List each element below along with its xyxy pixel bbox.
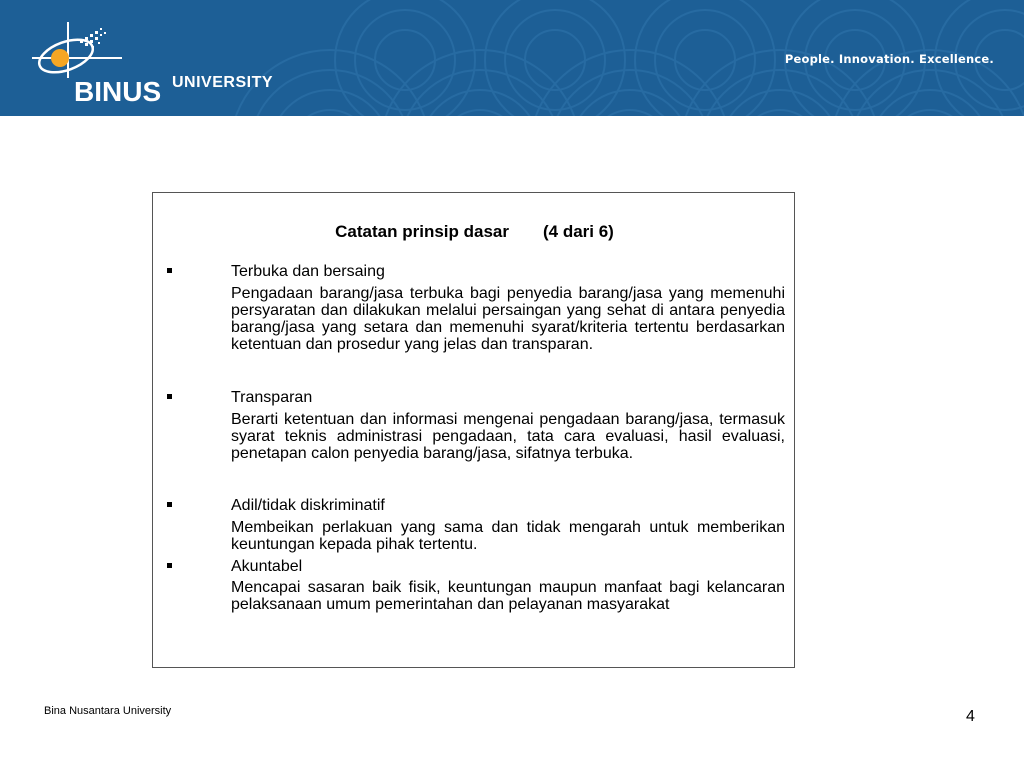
slide-title-text: Catatan prinsip dasar bbox=[335, 222, 509, 241]
list-item-heading bbox=[167, 497, 385, 515]
brand-name: BINUS bbox=[74, 76, 162, 107]
list-item-label: Transparan bbox=[231, 389, 313, 406]
list-item-text: Pengadaan barang/jasa terbuka bagi penyedia barang/jasa yang memenuhi persyaratan dan dilakukan melalui persaingan yang sehat di antara penyedia barang/jasa yang setara dan memenuhi syarat/kriteria tertentu berdasarkan ketentuan dan prosedur yang jelas dan transparan. bbox=[231, 285, 785, 353]
list-item-label: Terbuka dan bersaing bbox=[231, 263, 385, 280]
page-number: 4 bbox=[966, 708, 975, 725]
list-item-label: Adil/tidak diskriminatif bbox=[231, 497, 385, 514]
tagline: People. Innovation. Excellence. bbox=[784, 52, 994, 66]
list-item-text: Berarti ketentuan dan informasi mengenai pengadaan barang/jasa, termasuk syarat teknis administrasi pengadaan, tata cara evaluasi, hasil evaluasi, penetapan calon penyedia barang/jasa, sifatnya terbuka. bbox=[231, 411, 785, 462]
square-bullet-icon bbox=[167, 502, 172, 507]
list-item-text: Membeikan perlakuan yang sama dan tidak mengarah untuk memberikan keuntungan kepada pihak tertentu. bbox=[231, 519, 785, 553]
slide-title-count: (4 dari 6) bbox=[542, 222, 614, 241]
footer-institution: Bina Nusantara University bbox=[44, 705, 172, 717]
list-item-heading bbox=[167, 263, 385, 281]
list-item-heading bbox=[167, 558, 303, 576]
list-item-heading bbox=[167, 389, 313, 407]
square-bullet-icon bbox=[167, 563, 172, 568]
list-item-label: Akuntabel bbox=[231, 558, 303, 575]
binus-logo bbox=[30, 20, 300, 107]
header-banner bbox=[0, 0, 1024, 116]
square-bullet-icon bbox=[167, 394, 172, 399]
square-bullet-icon bbox=[167, 268, 172, 273]
content-box bbox=[152, 192, 795, 668]
brand-suffix: UNIVERSITY bbox=[172, 74, 274, 91]
binus-logo-icon bbox=[30, 20, 140, 80]
slide-title bbox=[153, 222, 796, 242]
list-item-text: Mencapai sasaran baik fisik, keuntungan maupun manfaat bagi kelancaran pelaksanaan umum pemerintahan dan pelayanan masyarakat bbox=[231, 579, 785, 613]
